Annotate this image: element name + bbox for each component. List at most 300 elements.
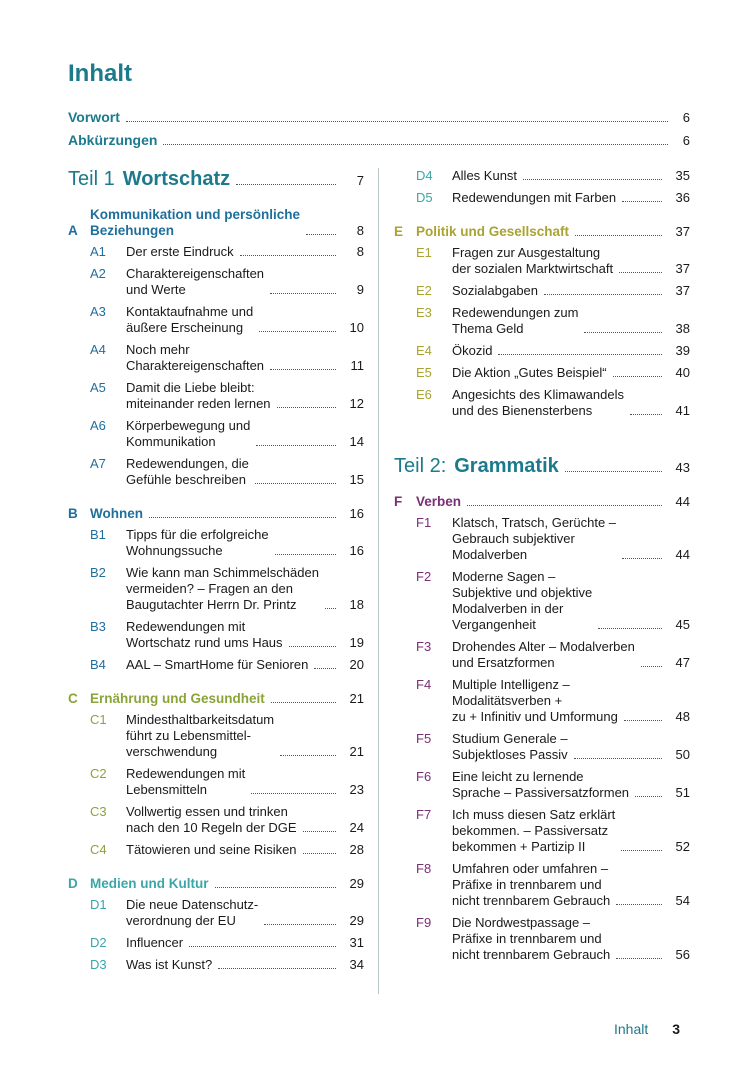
toc-row-vorwort[interactable] bbox=[68, 106, 690, 129]
leader-dots bbox=[236, 184, 336, 185]
entry-title-line: Thema Geld bbox=[452, 321, 524, 336]
entry-title bbox=[126, 657, 308, 673]
entry-title bbox=[126, 266, 264, 298]
entry-code: B4 bbox=[90, 657, 106, 672]
page-number: 19 bbox=[349, 635, 364, 650]
entry-title bbox=[452, 305, 578, 337]
section-title bbox=[90, 207, 300, 239]
section-heading-d[interactable] bbox=[68, 876, 364, 892]
entry-title bbox=[452, 807, 615, 855]
entry-code: F8 bbox=[416, 861, 432, 876]
entry-title-line: Influencer bbox=[126, 935, 184, 950]
entry-title-line: Kontaktaufnahme und bbox=[126, 304, 254, 319]
leader-dots bbox=[613, 376, 662, 377]
entry-title-line: zu + Infinitiv und Umformung bbox=[452, 709, 618, 724]
entry-title-line: Vollwertig essen und trinken bbox=[126, 804, 288, 819]
entry-title bbox=[126, 380, 271, 412]
page-number: 43 bbox=[675, 460, 690, 475]
toc-entry-f4[interactable] bbox=[394, 677, 690, 725]
section-title bbox=[90, 691, 265, 707]
entry-code: D1 bbox=[90, 897, 107, 912]
leader-dots bbox=[635, 796, 662, 797]
toc-entry-e4[interactable] bbox=[394, 343, 690, 359]
entry-code: A1 bbox=[90, 244, 106, 259]
entry-title-line: und Werte bbox=[126, 282, 186, 297]
entry-code: A4 bbox=[90, 342, 106, 357]
entry-code: C2 bbox=[90, 766, 107, 781]
toc-entry-b3[interactable] bbox=[68, 619, 364, 651]
entry-title bbox=[126, 418, 250, 450]
entry-title-line: nicht trennbarem Gebrauch bbox=[452, 893, 611, 908]
entry-title bbox=[452, 731, 568, 763]
leader-dots bbox=[598, 628, 662, 629]
entry-title bbox=[126, 957, 212, 973]
entry-title-line: Tipps für die erfolgreiche bbox=[126, 527, 269, 542]
page-number: 16 bbox=[349, 543, 364, 558]
toc-entry-d1[interactable] bbox=[68, 897, 364, 929]
part-heading-wortschatz[interactable] bbox=[68, 168, 364, 191]
leader-dots bbox=[303, 853, 336, 854]
entry-title-line: Noch mehr bbox=[126, 342, 190, 357]
toc-entry-e1[interactable] bbox=[394, 245, 690, 277]
toc-entry-d4[interactable] bbox=[394, 168, 690, 184]
section-heading-b[interactable] bbox=[68, 506, 364, 522]
toc-entry-f9[interactable] bbox=[394, 915, 690, 963]
entry-code: D3 bbox=[90, 957, 107, 972]
section-heading-c[interactable] bbox=[68, 691, 364, 707]
entry-title-line: Wie kann man Schimmelschäden bbox=[126, 565, 319, 580]
page-number: 35 bbox=[675, 168, 690, 183]
page-number: 56 bbox=[675, 947, 690, 962]
entry-title-line: Redewendungen mit bbox=[126, 619, 246, 634]
entry-code: C1 bbox=[90, 712, 107, 727]
leader-dots bbox=[271, 702, 336, 703]
section-title bbox=[90, 876, 209, 892]
entry-title-line: Fragen zur Ausgestaltung bbox=[452, 245, 601, 260]
entry-title-line: bekommen. – Passiversatz bbox=[452, 823, 609, 838]
leader-dots bbox=[306, 234, 336, 235]
entry-title bbox=[126, 897, 258, 929]
entry-code: C4 bbox=[90, 842, 107, 857]
section-code: F bbox=[394, 494, 403, 509]
entry-code: B1 bbox=[90, 527, 106, 542]
entry-title bbox=[452, 343, 492, 359]
page-number: 50 bbox=[675, 747, 690, 762]
toc-entry-f3[interactable] bbox=[394, 639, 690, 671]
entry-code: F7 bbox=[416, 807, 432, 822]
entry-code: E5 bbox=[416, 365, 432, 380]
entry-title-line: Verben bbox=[416, 494, 462, 509]
leader-dots bbox=[126, 121, 668, 122]
toc-entry-a4[interactable] bbox=[68, 342, 364, 374]
entry-title-line: Redewendungen, die bbox=[126, 456, 249, 471]
toc-entry-f1[interactable] bbox=[394, 515, 690, 563]
entry-code: E3 bbox=[416, 305, 432, 320]
leader-dots bbox=[240, 255, 336, 256]
entry-title-line: und Ersatzformen bbox=[452, 655, 555, 670]
leader-dots bbox=[251, 793, 336, 794]
leader-dots bbox=[275, 554, 336, 555]
page-footer bbox=[614, 1021, 680, 1037]
entry-title-line: Kommunikation bbox=[126, 434, 216, 449]
entry-code: E2 bbox=[416, 283, 432, 298]
leader-dots bbox=[575, 235, 662, 236]
entry-title-line: und des Bienensterbens bbox=[452, 403, 593, 418]
entry-title bbox=[126, 935, 183, 951]
page-number: 18 bbox=[349, 597, 364, 612]
entry-code: F9 bbox=[416, 915, 432, 930]
entry-title-line: Die Aktion „Gutes Beispiel“ bbox=[452, 365, 607, 380]
page-number: 8 bbox=[356, 223, 364, 238]
entry-title-line: Körperbewegung und bbox=[126, 418, 251, 433]
entry-title bbox=[126, 842, 297, 858]
page-number: 6 bbox=[682, 110, 690, 125]
entry-title bbox=[452, 639, 635, 671]
leader-dots bbox=[565, 471, 662, 472]
toc-entry-f5[interactable] bbox=[394, 731, 690, 763]
entry-title bbox=[452, 515, 616, 563]
entry-title-line: Redewendungen zum bbox=[452, 305, 579, 320]
toc-entry-a7[interactable] bbox=[68, 456, 364, 488]
column-divider bbox=[378, 168, 379, 994]
entry-title-line: Sprache – Passiversatzformen bbox=[452, 785, 630, 800]
entry-title-line: Charaktereigenschaften bbox=[126, 358, 265, 373]
entry-title-line: Die neue Datenschutz- bbox=[126, 897, 259, 912]
entry-title-line: Multiple Intelligenz – bbox=[452, 677, 570, 692]
part-label: Teil 2: bbox=[394, 455, 447, 477]
footer-page-number: 3 bbox=[672, 1021, 681, 1037]
part-title: Grammatik bbox=[454, 455, 559, 477]
page-number: 31 bbox=[349, 935, 364, 950]
page-number: 44 bbox=[675, 547, 690, 562]
leader-dots bbox=[277, 407, 336, 408]
entry-title-line: Politik und Gesellschaft bbox=[416, 224, 570, 239]
entry-title bbox=[126, 804, 297, 836]
entry-title-line: Gefühle beschreiben bbox=[126, 472, 246, 487]
entry-title-line: Redewendungen mit bbox=[126, 766, 246, 781]
entry-title bbox=[452, 769, 629, 801]
entry-title-line: nach den 10 Regeln der DGE bbox=[126, 820, 297, 835]
section-code: B bbox=[68, 506, 78, 521]
page-number: 12 bbox=[349, 396, 364, 411]
entry-title bbox=[452, 387, 624, 419]
leader-dots bbox=[616, 904, 662, 905]
page-number: 45 bbox=[675, 617, 690, 632]
toc-entry-e5[interactable] bbox=[394, 365, 690, 381]
toc-label: Vorwort bbox=[68, 109, 120, 125]
page-number: 54 bbox=[675, 893, 690, 908]
page-number: 34 bbox=[349, 957, 364, 972]
entry-title-line: Baugutachter Herrn Dr. Printz bbox=[126, 597, 297, 612]
toc-column-left bbox=[68, 168, 364, 979]
toc-entry-d5[interactable] bbox=[394, 190, 690, 206]
entry-code: A3 bbox=[90, 304, 106, 319]
entry-title-line: Redewendungen mit Farben bbox=[452, 190, 617, 205]
entry-code: F3 bbox=[416, 639, 432, 654]
page-number: 38 bbox=[675, 321, 690, 336]
leader-dots bbox=[270, 369, 336, 370]
toc-column-right bbox=[394, 168, 690, 969]
entry-title bbox=[126, 527, 269, 559]
leader-dots bbox=[467, 505, 662, 506]
page-number: 52 bbox=[675, 839, 690, 854]
toc-entry-e3[interactable] bbox=[394, 305, 690, 337]
entry-title-line: Damit die Liebe bleibt: bbox=[126, 380, 255, 395]
entry-title-line: äußere Erscheinung bbox=[126, 320, 244, 335]
entry-code: B3 bbox=[90, 619, 106, 634]
entry-title-line: der sozialen Marktwirtschaft bbox=[452, 261, 614, 276]
page-number: 40 bbox=[675, 365, 690, 380]
section-code: C bbox=[68, 691, 78, 706]
leader-dots bbox=[215, 887, 337, 888]
entry-title-line: Was ist Kunst? bbox=[126, 957, 213, 972]
page-number: 29 bbox=[349, 876, 364, 891]
section-code: E bbox=[394, 224, 404, 239]
toc-entry-e6[interactable] bbox=[394, 387, 690, 419]
entry-title bbox=[126, 766, 245, 798]
entry-title-line: Kommunikation und persönliche bbox=[90, 207, 301, 222]
leader-dots bbox=[280, 755, 336, 756]
page-number: 7 bbox=[356, 173, 364, 188]
entry-title-line: Gebrauch subjektiver bbox=[452, 531, 575, 546]
entry-title-line: Der erste Eindruck bbox=[126, 244, 234, 259]
leader-dots bbox=[256, 445, 336, 446]
toc-entry-a3[interactable] bbox=[68, 304, 364, 336]
entry-title bbox=[126, 565, 319, 613]
entry-title-line: Ökozid bbox=[452, 343, 493, 358]
toc-entry-a6[interactable] bbox=[68, 418, 364, 450]
entry-title-line: Wortschatz rund ums Haus bbox=[126, 635, 283, 650]
page-number: 29 bbox=[349, 913, 364, 928]
entry-title-line: nicht trennbarem Gebrauch bbox=[452, 947, 611, 962]
leader-dots bbox=[621, 850, 662, 851]
section-heading-a[interactable] bbox=[68, 207, 364, 239]
entry-title-line: AAL – SmartHome für Senioren bbox=[126, 657, 309, 672]
entry-title-line: verschwendung bbox=[126, 744, 218, 759]
entry-code: A5 bbox=[90, 380, 106, 395]
part-label: Teil 1 bbox=[68, 168, 115, 190]
page-number: 8 bbox=[356, 244, 364, 259]
leader-dots bbox=[622, 201, 662, 202]
section-title bbox=[90, 506, 143, 522]
leader-dots bbox=[616, 958, 662, 959]
page-number: 23 bbox=[349, 782, 364, 797]
leader-dots bbox=[544, 294, 662, 295]
section-title bbox=[416, 224, 569, 240]
page-number: 10 bbox=[349, 320, 364, 335]
leader-dots bbox=[630, 414, 662, 415]
toc-entry-c3[interactable] bbox=[68, 804, 364, 836]
entry-code: A6 bbox=[90, 418, 106, 433]
page-number: 37 bbox=[675, 283, 690, 298]
page-number: 28 bbox=[349, 842, 364, 857]
toc-row-abkuerzungen[interactable] bbox=[68, 129, 690, 152]
entry-title-line: Alles Kunst bbox=[452, 168, 518, 183]
entry-title-line: Die Nordwestpassage – bbox=[452, 915, 591, 930]
entry-title bbox=[452, 190, 616, 206]
leader-dots bbox=[259, 331, 336, 332]
entry-title bbox=[126, 619, 283, 651]
leader-dots bbox=[619, 272, 662, 273]
entry-title-line: Drohendes Alter – Modalverben bbox=[452, 639, 635, 654]
toc-entry-f7[interactable] bbox=[394, 807, 690, 855]
entry-title-line: Ich muss diesen Satz erklärt bbox=[452, 807, 616, 822]
entry-title-line: Studium Generale – bbox=[452, 731, 568, 746]
entry-code: A2 bbox=[90, 266, 106, 281]
entry-title-line: bekommen + Partizip II bbox=[452, 839, 586, 854]
entry-title-line: Subjektloses Passiv bbox=[452, 747, 568, 762]
entry-title bbox=[452, 283, 538, 299]
toc-entry-f8[interactable] bbox=[394, 861, 690, 909]
page-number: 37 bbox=[675, 224, 690, 239]
entry-title bbox=[452, 245, 613, 277]
leader-dots bbox=[622, 558, 662, 559]
leader-dots bbox=[189, 946, 336, 947]
entry-code: F4 bbox=[416, 677, 432, 692]
page-number: 21 bbox=[349, 691, 364, 706]
leader-dots bbox=[498, 354, 662, 355]
entry-title-line: vermeiden? – Fragen an den bbox=[126, 581, 293, 596]
entry-code: E1 bbox=[416, 245, 432, 260]
page-number: 51 bbox=[675, 785, 690, 800]
entry-title-line: führt zu Lebensmittel- bbox=[126, 728, 252, 743]
toc-entry-c1[interactable] bbox=[68, 712, 364, 760]
toc-entry-a5[interactable] bbox=[68, 380, 364, 412]
entry-title bbox=[126, 244, 234, 260]
leader-dots bbox=[314, 668, 336, 669]
toc-entry-a2[interactable] bbox=[68, 266, 364, 298]
entry-title-line: Charaktereigenschaften bbox=[126, 266, 265, 281]
entry-title-line: Beziehungen bbox=[90, 223, 175, 238]
entry-title-line: Eine leicht zu lernende bbox=[452, 769, 584, 784]
leader-dots bbox=[523, 179, 662, 180]
entry-title-line: Modalverben in der bbox=[452, 601, 564, 616]
page-number: 16 bbox=[349, 506, 364, 521]
entry-code: F2 bbox=[416, 569, 432, 584]
page-number: 14 bbox=[349, 434, 364, 449]
toc-entry-c4[interactable] bbox=[68, 842, 364, 858]
toc-entry-c2[interactable] bbox=[68, 766, 364, 798]
entry-code: D2 bbox=[90, 935, 107, 950]
toc-entry-a1[interactable] bbox=[68, 244, 364, 260]
entry-title-line: Ernährung und Gesundheit bbox=[90, 691, 265, 706]
page-number: 37 bbox=[675, 261, 690, 276]
entry-title bbox=[452, 677, 618, 725]
leader-dots bbox=[149, 517, 336, 518]
toc-entry-e2[interactable] bbox=[394, 283, 690, 299]
leader-dots bbox=[218, 968, 336, 969]
leader-dots bbox=[325, 608, 336, 609]
leader-dots bbox=[270, 293, 336, 294]
entry-title-line: Präfixe in trennbarem und bbox=[452, 931, 602, 946]
entry-title-line: Wohnen bbox=[90, 506, 143, 521]
entry-title bbox=[452, 569, 592, 633]
entry-code: F5 bbox=[416, 731, 432, 746]
entry-code: A7 bbox=[90, 456, 106, 471]
leader-dots bbox=[574, 758, 662, 759]
entry-title-line: Vergangenheit bbox=[452, 617, 536, 632]
page-number: 47 bbox=[675, 655, 690, 670]
entry-title-line: Subjektive und objektive bbox=[452, 585, 593, 600]
entry-title-line: Tätowieren und seine Risiken bbox=[126, 842, 297, 857]
page-number: 44 bbox=[675, 494, 690, 509]
entry-code: B2 bbox=[90, 565, 106, 580]
leader-dots bbox=[289, 646, 336, 647]
section-code: A bbox=[68, 223, 78, 238]
leader-dots bbox=[255, 483, 336, 484]
page-number: 20 bbox=[349, 657, 364, 672]
entry-title bbox=[452, 861, 610, 909]
toc-entry-d2[interactable] bbox=[68, 935, 364, 951]
page-number: 6 bbox=[682, 133, 690, 148]
entry-code: F6 bbox=[416, 769, 432, 784]
entry-title-line: Wohnungssuche bbox=[126, 543, 223, 558]
toc-entry-f6[interactable] bbox=[394, 769, 690, 801]
page-number: 36 bbox=[675, 190, 690, 205]
section-code: D bbox=[68, 876, 78, 891]
entry-title-line: Angesichts des Klimawandels bbox=[452, 387, 624, 402]
entry-code: C3 bbox=[90, 804, 107, 819]
page-number: 9 bbox=[356, 282, 364, 297]
page-number: 24 bbox=[349, 820, 364, 835]
entry-title bbox=[126, 456, 249, 488]
entry-title bbox=[452, 168, 517, 184]
entry-title-line: Modalverben bbox=[452, 547, 528, 562]
toc-entry-b2[interactable] bbox=[68, 565, 364, 613]
toc-label: Abkürzungen bbox=[68, 132, 158, 148]
leader-dots bbox=[163, 144, 668, 145]
part-title: Wortschatz bbox=[122, 168, 231, 190]
page-number: 41 bbox=[675, 403, 690, 418]
entry-title-line: Lebensmitteln bbox=[126, 782, 207, 797]
entry-title-line: Sozialabgaben bbox=[452, 283, 539, 298]
toc-entry-b4[interactable] bbox=[68, 657, 364, 673]
entry-code: F1 bbox=[416, 515, 432, 530]
entry-title-line: Umfahren oder umfahren – bbox=[452, 861, 609, 876]
page-number: 11 bbox=[350, 358, 364, 373]
front-matter-list bbox=[68, 106, 690, 152]
leader-dots bbox=[264, 924, 336, 925]
entry-code: E6 bbox=[416, 387, 432, 402]
page-number: 48 bbox=[675, 709, 690, 724]
section-heading-e[interactable] bbox=[394, 224, 690, 240]
leader-dots bbox=[624, 720, 662, 721]
page-title: Inhalt bbox=[68, 60, 132, 87]
entry-code: D4 bbox=[416, 168, 433, 183]
entry-title-line: miteinander reden lernen bbox=[126, 396, 271, 411]
entry-title-line: Präfixe in trennbarem und bbox=[452, 877, 602, 892]
entry-title-line: verordnung der EU bbox=[126, 913, 236, 928]
entry-title-line: Medien und Kultur bbox=[90, 876, 209, 891]
entry-title bbox=[126, 712, 274, 760]
entry-title-line: Mindesthaltbarkeitsdatum bbox=[126, 712, 275, 727]
leader-dots bbox=[303, 831, 336, 832]
page-number: 39 bbox=[675, 343, 690, 358]
entry-title-line: Modalitätsverben + bbox=[452, 693, 563, 708]
entry-title bbox=[452, 915, 610, 963]
entry-title bbox=[126, 342, 264, 374]
entry-code: D5 bbox=[416, 190, 433, 205]
toc-entry-b1[interactable] bbox=[68, 527, 364, 559]
part-heading-grammatik[interactable] bbox=[394, 455, 690, 478]
toc-entry-d3[interactable] bbox=[68, 957, 364, 973]
leader-dots bbox=[641, 666, 662, 667]
section-heading-f[interactable] bbox=[394, 494, 690, 510]
page-number: 15 bbox=[349, 472, 364, 487]
entry-title-line: Klatsch, Tratsch, Gerüchte – bbox=[452, 515, 617, 530]
toc-entry-f2[interactable] bbox=[394, 569, 690, 633]
entry-title bbox=[126, 304, 253, 336]
